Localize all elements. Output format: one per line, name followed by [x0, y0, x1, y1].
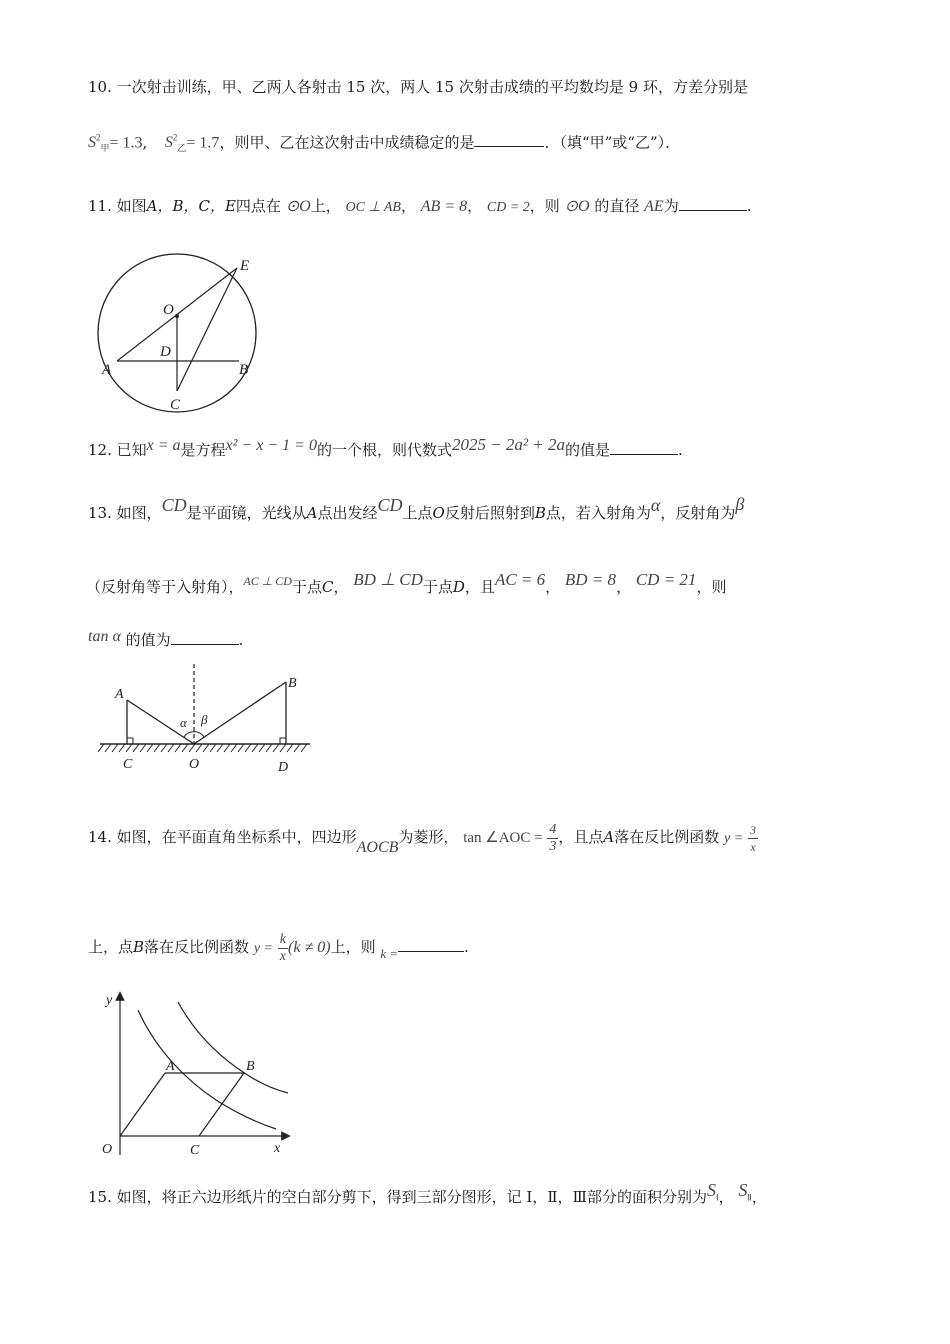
- q13-answer-blank[interactable]: [171, 630, 239, 645]
- q14-b: B: [133, 938, 145, 956]
- q13-a: A: [306, 504, 318, 522]
- q12-eq3: 2025 − 2a² + 2a: [451, 435, 565, 454]
- q14-end: .: [464, 938, 469, 956]
- q11-end: .: [746, 197, 752, 215]
- q14-l2a: 上，点: [88, 938, 134, 956]
- q14-l2c: 上，则: [330, 938, 376, 956]
- q13-tan: tan α: [88, 628, 121, 645]
- q14-line1: [88, 820, 758, 860]
- q13-t1: 是平面镜，光线从: [186, 504, 307, 522]
- q14-t2: ，且点: [558, 828, 604, 846]
- q13-l3: 的值为: [125, 631, 171, 649]
- q13-l2d: 于点: [422, 578, 453, 596]
- q10-s-yi: $S^2_乙$: [164, 133, 187, 154]
- q13-fig-alpha: α: [180, 715, 187, 730]
- q13-line2: （反射角等于入射角），$^{AC \perp CD}$于点C， BD ⊥ CD于点D，且AC = 6， BD = 8， CD = 21，则: [86, 570, 727, 596]
- q13-l2b: 于点: [291, 578, 322, 596]
- q10-comma: ,: [142, 133, 148, 152]
- q15-end: ，: [751, 1188, 767, 1206]
- q11-t4: 的直径: [594, 197, 640, 215]
- q14-coordinate-figure: [96, 990, 296, 1160]
- q12-t2: 的一个根，则代数式: [316, 441, 452, 459]
- q12-answer-blank[interactable]: [610, 440, 678, 455]
- q13-cd: CD: [161, 495, 187, 515]
- q14-f2: y =: [253, 941, 274, 956]
- q12-lead: 12. 已知: [88, 441, 147, 459]
- q13-l2e: ，且: [464, 578, 495, 596]
- q14-lead: 14. 如图，在平面直角坐标系中，四边形: [88, 828, 357, 846]
- q14-aocb: AOCB: [356, 839, 399, 856]
- q12-t1: 是方程: [180, 441, 226, 459]
- q13-c: C: [322, 578, 334, 596]
- q11-t1: 四点在: [235, 197, 281, 215]
- q13-ray-ob: [194, 682, 286, 744]
- q10-s-jia: $S^2_甲$: [88, 133, 110, 154]
- q11-label-e: E: [240, 258, 250, 274]
- q13-perp1: AC ⊥ CD: [243, 574, 292, 588]
- q11-t3: ，则: [529, 197, 560, 215]
- q10-text3: ．（填“甲”或“乙”）．: [544, 133, 681, 152]
- q11-t2: 上，: [310, 197, 341, 215]
- q13-cd2: CD: [377, 495, 403, 515]
- q14-side-oa: [120, 1073, 165, 1136]
- q13-fig-beta: β: [201, 712, 208, 727]
- q14-t1: 为菱形，: [398, 828, 459, 846]
- q11-ae: AE: [644, 198, 664, 215]
- q13-beta: β: [735, 494, 745, 514]
- q12-eq1: x = a: [146, 437, 181, 454]
- q15-text: 15. 如图，将正六边形纸片的空白部分剪下，得到三部分图形，记 I，Ⅱ，Ⅲ部分的面积分别为: [88, 1188, 707, 1206]
- q13-t6: ，反射角为: [660, 504, 736, 522]
- q14-fig-y: y: [106, 993, 113, 1008]
- q13-t5: 点，若入射角为: [545, 504, 651, 522]
- q11-cond2: AB = 8: [420, 198, 468, 215]
- q14-fig-c: C: [190, 1143, 200, 1158]
- q13-t3: 上点: [402, 504, 433, 522]
- q14-curve-y3x: [138, 1010, 276, 1129]
- q14-fig-o: O: [102, 1142, 113, 1157]
- q13-v2: BD = 8: [564, 570, 617, 589]
- q14-l2b: 落在反比例函数: [144, 938, 250, 956]
- q11-label-b: B: [239, 362, 249, 378]
- q14-answer-blank[interactable]: [398, 937, 464, 952]
- q10-line2: [88, 128, 680, 159]
- q13-v1: AC = 6: [494, 570, 546, 589]
- q13-l2f: ，则: [696, 578, 727, 596]
- q13-fig-b: B: [288, 676, 297, 691]
- q13-t4: 反射后照射到: [444, 504, 535, 522]
- q12-end: .: [678, 441, 683, 459]
- q11-answer-blank[interactable]: [679, 196, 747, 211]
- q13-fig-c: C: [123, 757, 133, 772]
- q14-f1: y =: [724, 831, 744, 846]
- q13-fig-o: O: [189, 757, 200, 772]
- q11-cond3: CD = 2: [486, 200, 530, 215]
- q12-line: [88, 435, 683, 461]
- q13-d: D: [452, 578, 465, 596]
- q13-perp2: BD ⊥ CD: [353, 570, 423, 589]
- q10-s-yi-val: = 1.7: [186, 134, 220, 152]
- q13-l2c: ，: [333, 578, 349, 596]
- q11-circle-figure: [90, 248, 280, 418]
- q11-cond1: OC ⊥ AB: [345, 200, 401, 215]
- q11-circ2: ⊙O: [564, 198, 590, 215]
- q14-tan: tan ∠AOC =: [463, 830, 543, 846]
- q13-alpha: α: [650, 495, 661, 515]
- q11-circ: ⊙O: [285, 198, 311, 215]
- q14-fig-b: B: [246, 1059, 255, 1074]
- q13-b: B: [534, 504, 546, 522]
- q12-t3: 的值是: [565, 441, 611, 459]
- q11-line-ce: [177, 268, 237, 391]
- q13-mirror-hatch: [98, 744, 307, 752]
- q15-s2: $S_Ⅱ$: [738, 1180, 752, 1203]
- q11-label-c: C: [170, 397, 181, 413]
- q11-label-o: O: [163, 302, 174, 318]
- q13-line3: [88, 630, 243, 651]
- q13-fig-a: A: [115, 687, 124, 702]
- q14-tan-frac: $\frac{4}{3}$: [549, 821, 557, 854]
- q13-t2: 点出发经: [317, 504, 378, 522]
- q10-text2: ，则甲、乙在这次射击中成绩稳定的是: [219, 133, 475, 152]
- q14-f2-cond: (k ≠ 0): [288, 939, 331, 956]
- q14-line2: [88, 930, 469, 970]
- q12-eq2: x² − x − 1 = 0: [225, 437, 317, 454]
- q11-t5: 为: [663, 197, 679, 215]
- q11-lead: 11. 如图: [88, 197, 147, 215]
- q14-t3: 落在反比例函数: [614, 828, 720, 846]
- q13-l2a: （反射角等于入射角），: [86, 578, 244, 596]
- q13-fig-d: D: [278, 760, 289, 775]
- q13-line1: [88, 494, 745, 523]
- q13-o: O: [432, 504, 445, 522]
- q13-right-angle-d: [280, 738, 286, 744]
- q14-side-bc: [199, 1073, 244, 1136]
- q11-label-a: A: [102, 362, 112, 378]
- q13-mirror-figure: [98, 660, 313, 778]
- q14-f2-frac: $\frac{k}{x}$: [279, 931, 287, 964]
- q14-curve-ykx: [178, 1002, 288, 1093]
- q14-f1-frac: $\frac{3}{x}$: [750, 822, 756, 854]
- q11-label-d: D: [160, 344, 171, 360]
- q14-k: k =: [380, 946, 399, 961]
- q15-line: 15. 如图，将正六边形纸片的空白部分剪下，得到三部分图形，记 I，Ⅱ，Ⅲ部分的面积分别为$S_Ⅰ$， $S_Ⅱ$，: [88, 1180, 767, 1206]
- q13-right-angle-c: [127, 738, 133, 744]
- q10-line1: [88, 77, 748, 97]
- q13-end: .: [238, 631, 244, 649]
- q11-center-dot: [175, 314, 179, 318]
- q11-line: 11. 如图A，B，C，E四点在 ⊙O上， OC ⊥ AB， AB = 8， CD = 2，则 ⊙O 的直径 AE为 .: [88, 197, 752, 215]
- q10-answer-blank[interactable]: [474, 132, 544, 147]
- q11-points: A，B，C，E: [146, 197, 236, 215]
- q14-fig-a: A: [166, 1059, 175, 1074]
- q10-text1: 10. 一次射击训练，甲、乙两人各射击 15 次，两人 15 次射击成绩的平均数均是 9 环，方差分别是: [88, 78, 748, 96]
- q13-v3: CD = 21: [635, 570, 697, 589]
- q14-fig-x: x: [274, 1141, 281, 1156]
- q10-s-jia-val: = 1.3: [109, 134, 143, 152]
- q13-lead: 13. 如图，: [88, 504, 162, 522]
- q15-s1: $S_Ⅰ$: [706, 1180, 719, 1203]
- q14-a: A: [603, 828, 615, 846]
